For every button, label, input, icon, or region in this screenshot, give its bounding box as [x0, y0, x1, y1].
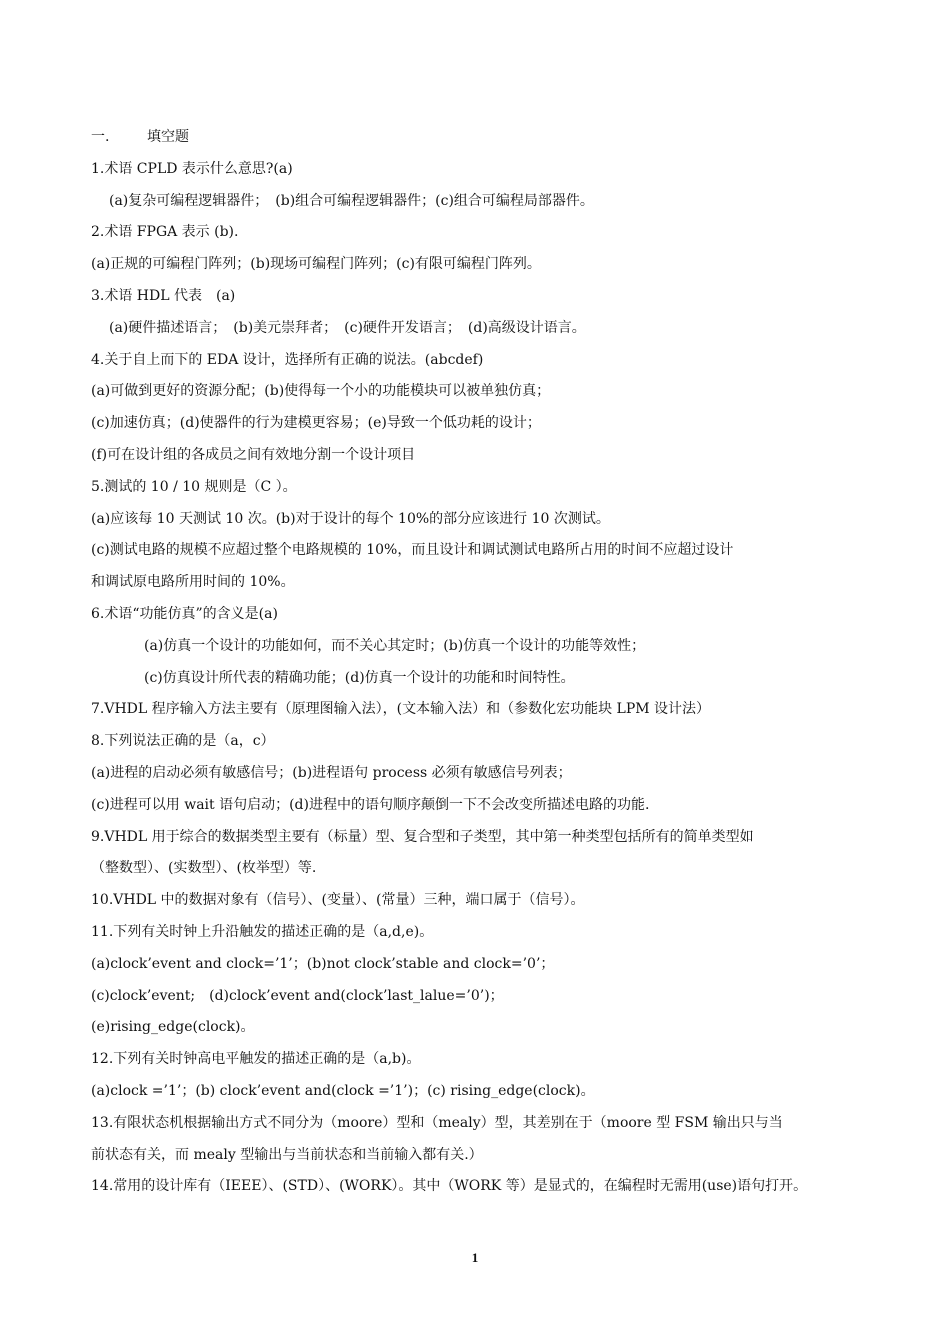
page-number: 1: [471, 1250, 479, 1265]
question-12: 12.下列有关时钟高电平触发的描述正确的是（a,b)。: [91, 1051, 421, 1068]
question-6-options-line-2: (c)仿真设计所代表的精确功能；(d)仿真一个设计的功能和时间特性。: [144, 669, 575, 686]
question-5-options-line-3: 和调试原电路所用时间的 10%。: [91, 574, 295, 591]
question-3: 3.术语 HDL 代表 (a): [91, 287, 236, 304]
question-1-options: (a)复杂可编程逻辑器件； (b)组合可编程逻辑器件；(c)组合可编程局部器件。: [109, 192, 594, 209]
question-3-options: (a)硬件描述语言； (b)美元崇拜者； (c)硬件开发语言； (d)高级设计语言。: [109, 319, 586, 336]
question-8: 8.下列说法正确的是（a，c）: [91, 733, 275, 750]
question-9-line-2: （整数型）、(实数型）、(枚举型）等.: [91, 860, 317, 877]
question-13-line-1: 13.有限状态机根据输出方式不同分为（moore）型和（mealy）型，其差别在于（moore 型 FSM 输出只与当: [91, 1114, 783, 1131]
question-4-options-line-3: (f)可在设计组的各成员之间有效地分割一个设计项目: [91, 446, 416, 463]
document-body: [91, 122, 871, 1203]
question-2-options: (a)正规的可编程门阵列；(b)现场可编程门阵列；(c)有限可编程门阵列。: [91, 256, 541, 273]
question-5-options-line-1: (a)应该每 10 天测试 10 次。(b)对于设计的每个 10%的部分应该进行 10 次测试。: [91, 510, 610, 527]
question-14: 14.常用的设计库有（IEEE）、(STD）、(WORK）。其中（WORK 等）是显式的，在编程时无需用(use)语句打开。: [91, 1178, 808, 1195]
question-6: 6.术语“功能仿真”的含义是(a): [91, 605, 278, 622]
question-1: 1.术语 CPLD 表示什么意思?(a): [91, 160, 293, 177]
question-4-options-line-2: (c)加速仿真；(d)使器件的行为建模更容易；(e)导致一个低功耗的设计；: [91, 415, 541, 432]
question-4: 4.关于自上而下的 EDA 设计，选择所有正确的说法。(abcdef): [91, 351, 484, 368]
section-number: 一.: [91, 129, 110, 145]
section-title: 填空题: [147, 129, 189, 145]
question-8-options-line-2: (c)进程可以用 wait 语句启动；(d)进程中的语句顺序颠倒一下不会改变所描述电路的功能.: [91, 796, 650, 813]
question-11-options-line-1: (a)clock’event and clock=’1’；(b)not clock’stable and clock=’0’；: [91, 955, 555, 972]
question-2: 2.术语 FPGA 表示 (b).: [91, 224, 239, 241]
question-11: 11.下列有关时钟上升沿触发的描述正确的是（a,d,e)。: [91, 923, 434, 940]
question-11-options-line-2: (c)clock’event; (d)clock’event and(clock’last_lalue=’0’)；: [91, 987, 504, 1004]
section-heading: [91, 122, 871, 154]
question-5: 5.测试的 10 / 10 规则是（C ）。: [91, 478, 297, 495]
question-10: 10.VHDL 中的数据对象有（信号）、(变量）、(常量）三种，端口属于（信号）。: [91, 892, 585, 909]
question-7: 7.VHDL 程序输入方法主要有（原理图输入法），(文本输入法）和（参数化宏功能块 LPM 设计法）: [91, 701, 711, 718]
question-5-options-line-2: (c)测试电路的规模不应超过整个电路规模的 10%，而且设计和调试测试电路所占用的时间不应超过设计: [91, 542, 734, 559]
question-12-options: (a)clock =’1’；(b) clock’event and(clock =’1’)；(c) rising_edge(clock)。: [91, 1082, 595, 1099]
question-13-line-2: 前状态有关，而 mealy 型输出与当前状态和当前输入都有关.）: [91, 1146, 483, 1163]
question-11-options-line-3: (e)rising_edge(clock)。: [91, 1019, 255, 1036]
question-9-line-1: 9.VHDL 用于综合的数据类型主要有（标量）型、复合型和子类型，其中第一种类型包括所有的简单类型如: [91, 828, 754, 845]
question-8-options-line-1: (a)进程的启动必须有敏感信号；(b)进程语句 process 必须有敏感信号列表；: [91, 764, 572, 781]
question-4-options-line-1: (a)可做到更好的资源分配；(b)使得每一个小的功能模块可以被单独仿真；: [91, 383, 551, 400]
question-6-options-line-1: (a)仿真一个设计的功能如何，而不关心其定时；(b)仿真一个设计的功能等效性；: [144, 637, 646, 654]
